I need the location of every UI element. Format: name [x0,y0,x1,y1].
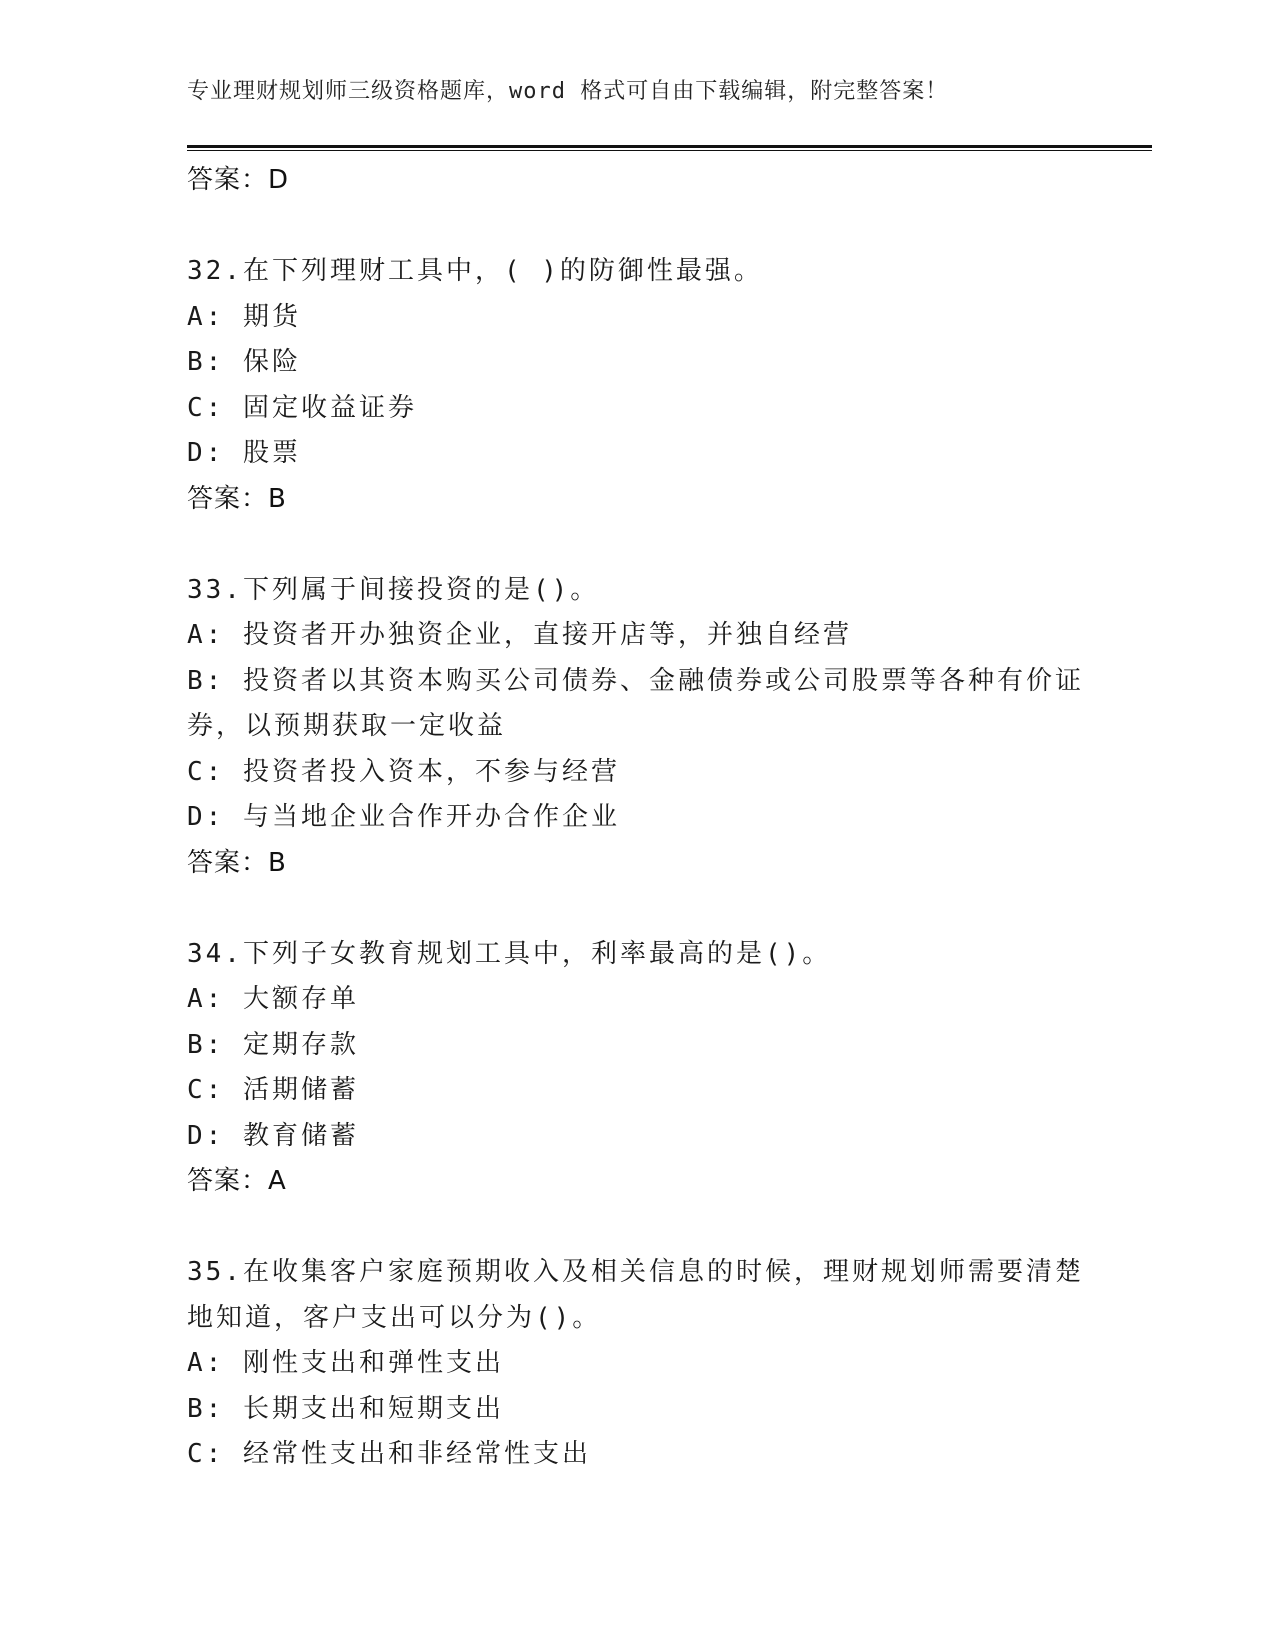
question-block [187,249,1087,522]
answer-line: 答案：B [187,847,287,878]
document-body [187,158,1087,1478]
spacer [187,522,1087,568]
option-d: D: 股票 [187,438,301,468]
question-stem: 32.在下列理财工具中，( )的防御性最强。 [187,256,763,286]
question-stem-continued: 地知道，客户支出可以分为()。 [187,1302,602,1333]
option-d: D: 与当地企业合作开办合作企业 [187,802,620,832]
question-block [187,1250,1087,1478]
option-b: B: 长期支出和短期支出 [187,1393,504,1424]
question-block [187,932,1087,1205]
answer-line: 答案：D [187,165,290,195]
option-c: C: 活期储蓄 [187,1075,359,1105]
question-stem: 33.下列属于间接投资的是()。 [187,574,600,605]
option-c: C: 经常性支出和非经常性支出 [187,1439,591,1469]
option-c: C: 固定收益证券 [187,392,417,423]
spacer [187,1205,1087,1251]
option-a: A: 期货 [187,301,301,332]
answer-line: 答案：A [187,1166,287,1196]
option-b: B: 投资者以其资本购买公司债券、金融债券或公司股票等各种有价证 [187,665,1084,696]
option-a: A: 投资者开办独资企业，直接开店等，并独自经营 [187,620,852,650]
header-rule-thick [187,145,1152,148]
option-a: A: 大额存单 [187,984,359,1014]
option-c: C: 投资者投入资本，不参与经营 [187,756,620,787]
header-rule-thin [187,150,1152,151]
option-b: B: 保险 [187,347,301,377]
answer-line: 答案：B [187,483,287,514]
question-stem: 35.在收集客户家庭预期收入及相关信息的时候，理财规划师需要清楚 [187,1257,1084,1287]
option-b-continued: 券，以预期获取一定收益 [187,711,507,741]
spacer [187,204,1087,250]
question-block [187,568,1087,887]
question-stem: 34.下列子女教育规划工具中，利率最高的是()。 [187,938,832,969]
option-b: B: 定期存款 [187,1029,359,1060]
spacer [187,886,1087,932]
option-a: A: 刚性支出和弹性支出 [187,1348,504,1378]
page-header: 专业理财规划师三级资格题库，word 格式可自由下载编辑，附完整答案！ [187,79,949,104]
option-d: D: 教育储蓄 [187,1120,359,1151]
